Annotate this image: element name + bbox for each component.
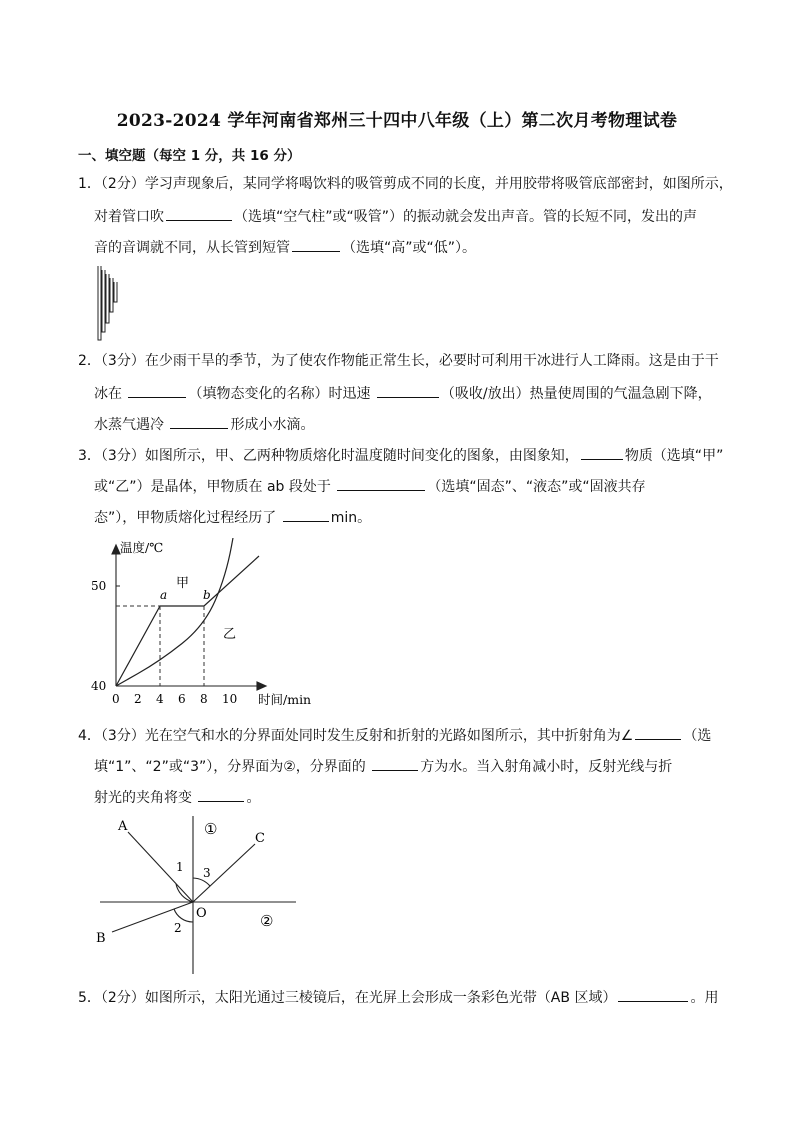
- q5-line1: 5．（2分）如图所示，太阳光通过三棱镜后，在光屏上会形成一条彩色光带（AB 区域） 。用: [78, 986, 718, 1008]
- q4-line2: 填“1”、“2”或“3”），分界面为②，分界面的 方为水。当入射角减小时，反射光线与折: [94, 755, 672, 777]
- q3-blank2[interactable]: [337, 475, 425, 491]
- angle-label-1: 1: [176, 860, 184, 874]
- x-tick-label: 0: [112, 692, 120, 706]
- q2-blank1[interactable]: [128, 382, 186, 398]
- angle-label-3: 3: [203, 866, 211, 880]
- straw-3: [106, 274, 109, 323]
- q4-blank1[interactable]: [635, 724, 681, 740]
- x-tick-label: 4: [156, 692, 164, 706]
- q1-line2: 对着管口吹 （选填“空气柱”或“吸管”）的振动就会发出声音。管的长短不同，发出的声: [94, 205, 697, 227]
- angle-label-2: 2: [174, 921, 182, 935]
- straw-figure: [94, 262, 124, 344]
- x-tick-label: 6: [178, 692, 186, 706]
- straw-2: [102, 270, 105, 332]
- q1-blank2[interactable]: [292, 236, 340, 252]
- light-path-diagram: [90, 814, 310, 976]
- q2-line2: 冰在 （填物态变化的名称）时迅速 （吸收/放出）热量使周围的气温急剧下降，: [94, 382, 712, 404]
- x-tick-label: 10: [222, 692, 238, 706]
- region-label-1: ①: [204, 820, 218, 838]
- x-tick-label: 2: [134, 692, 142, 706]
- q3-blank3[interactable]: [283, 506, 329, 522]
- x-tick-label: 8: [200, 692, 208, 706]
- label-B: B: [96, 931, 106, 946]
- section-heading: 一、填空题（每空 1 分，共 16 分）: [78, 148, 301, 164]
- label-A: A: [118, 819, 128, 834]
- y-tick-label: 40: [91, 679, 107, 693]
- q3-line3: 态”），甲物质熔化过程经历了 min。: [94, 506, 371, 528]
- point-label-b: b: [203, 588, 211, 602]
- q2-line3: 水蒸气遇冷 形成小水滴。: [94, 413, 314, 435]
- q1-line3: 音的音调就不同，从长管到短管 （选填“高”或“低”）。: [94, 236, 476, 258]
- q3-line1: 3．（3分）如图所示，甲、乙两种物质熔化时温度随时间变化的图象，由图象知， 物质（选填“甲”: [78, 444, 723, 466]
- straw-1: [98, 266, 101, 340]
- q5-blank1[interactable]: [618, 986, 688, 1002]
- y-axis-label: 温度/℃: [120, 540, 164, 555]
- q1-line1: 1．（2分）学习声现象后，某同学将喝饮料的吸管剪成不同的长度，并用胶带将吸管底部密封，如图所示，: [78, 176, 733, 192]
- q4-line3: 射光的夹角将变 。: [94, 786, 260, 808]
- q1-blank1[interactable]: [166, 205, 232, 221]
- region-label-2: ②: [260, 912, 274, 930]
- q4-blank2[interactable]: [372, 755, 418, 771]
- x-axis-label: 时间/min: [258, 692, 312, 707]
- q3-blank1[interactable]: [581, 444, 623, 460]
- straw-4: [110, 278, 113, 312]
- label-C: C: [255, 831, 265, 846]
- series-label-yi: 乙: [223, 627, 237, 642]
- q4-blank3[interactable]: [198, 786, 244, 802]
- q2-blank2[interactable]: [377, 382, 439, 398]
- straw-5: [114, 282, 117, 302]
- page-title: 2023-2024 学年河南省郑州三十四中八年级（上）第二次月考物理试卷: [116, 111, 678, 131]
- x-axis-arrow: [257, 682, 266, 690]
- label-O: O: [196, 906, 207, 921]
- melting-chart: [88, 538, 328, 710]
- series-line-yi: [116, 538, 237, 686]
- series-label-jia: 甲: [176, 576, 190, 591]
- q4-line1: 4．（3分）光在空气和水的分界面处同时发生反射和折射的光路如图所示，其中折射角为∠ （选: [78, 724, 711, 746]
- y-axis-arrow: [112, 545, 120, 554]
- point-label-a: a: [160, 588, 168, 602]
- y-tick-label: 50: [91, 579, 107, 593]
- q3-line2: 或“乙”）是晶体，甲物质在 ab 段处于 （选填“固态”、“液态”或“固液共存: [94, 475, 646, 497]
- q2-blank3[interactable]: [170, 413, 228, 429]
- q2-line1: 2．（3分）在少雨干旱的季节，为了使农作物能正常生长，必要时可利用干冰进行人工降雨。这是由于干: [78, 353, 719, 369]
